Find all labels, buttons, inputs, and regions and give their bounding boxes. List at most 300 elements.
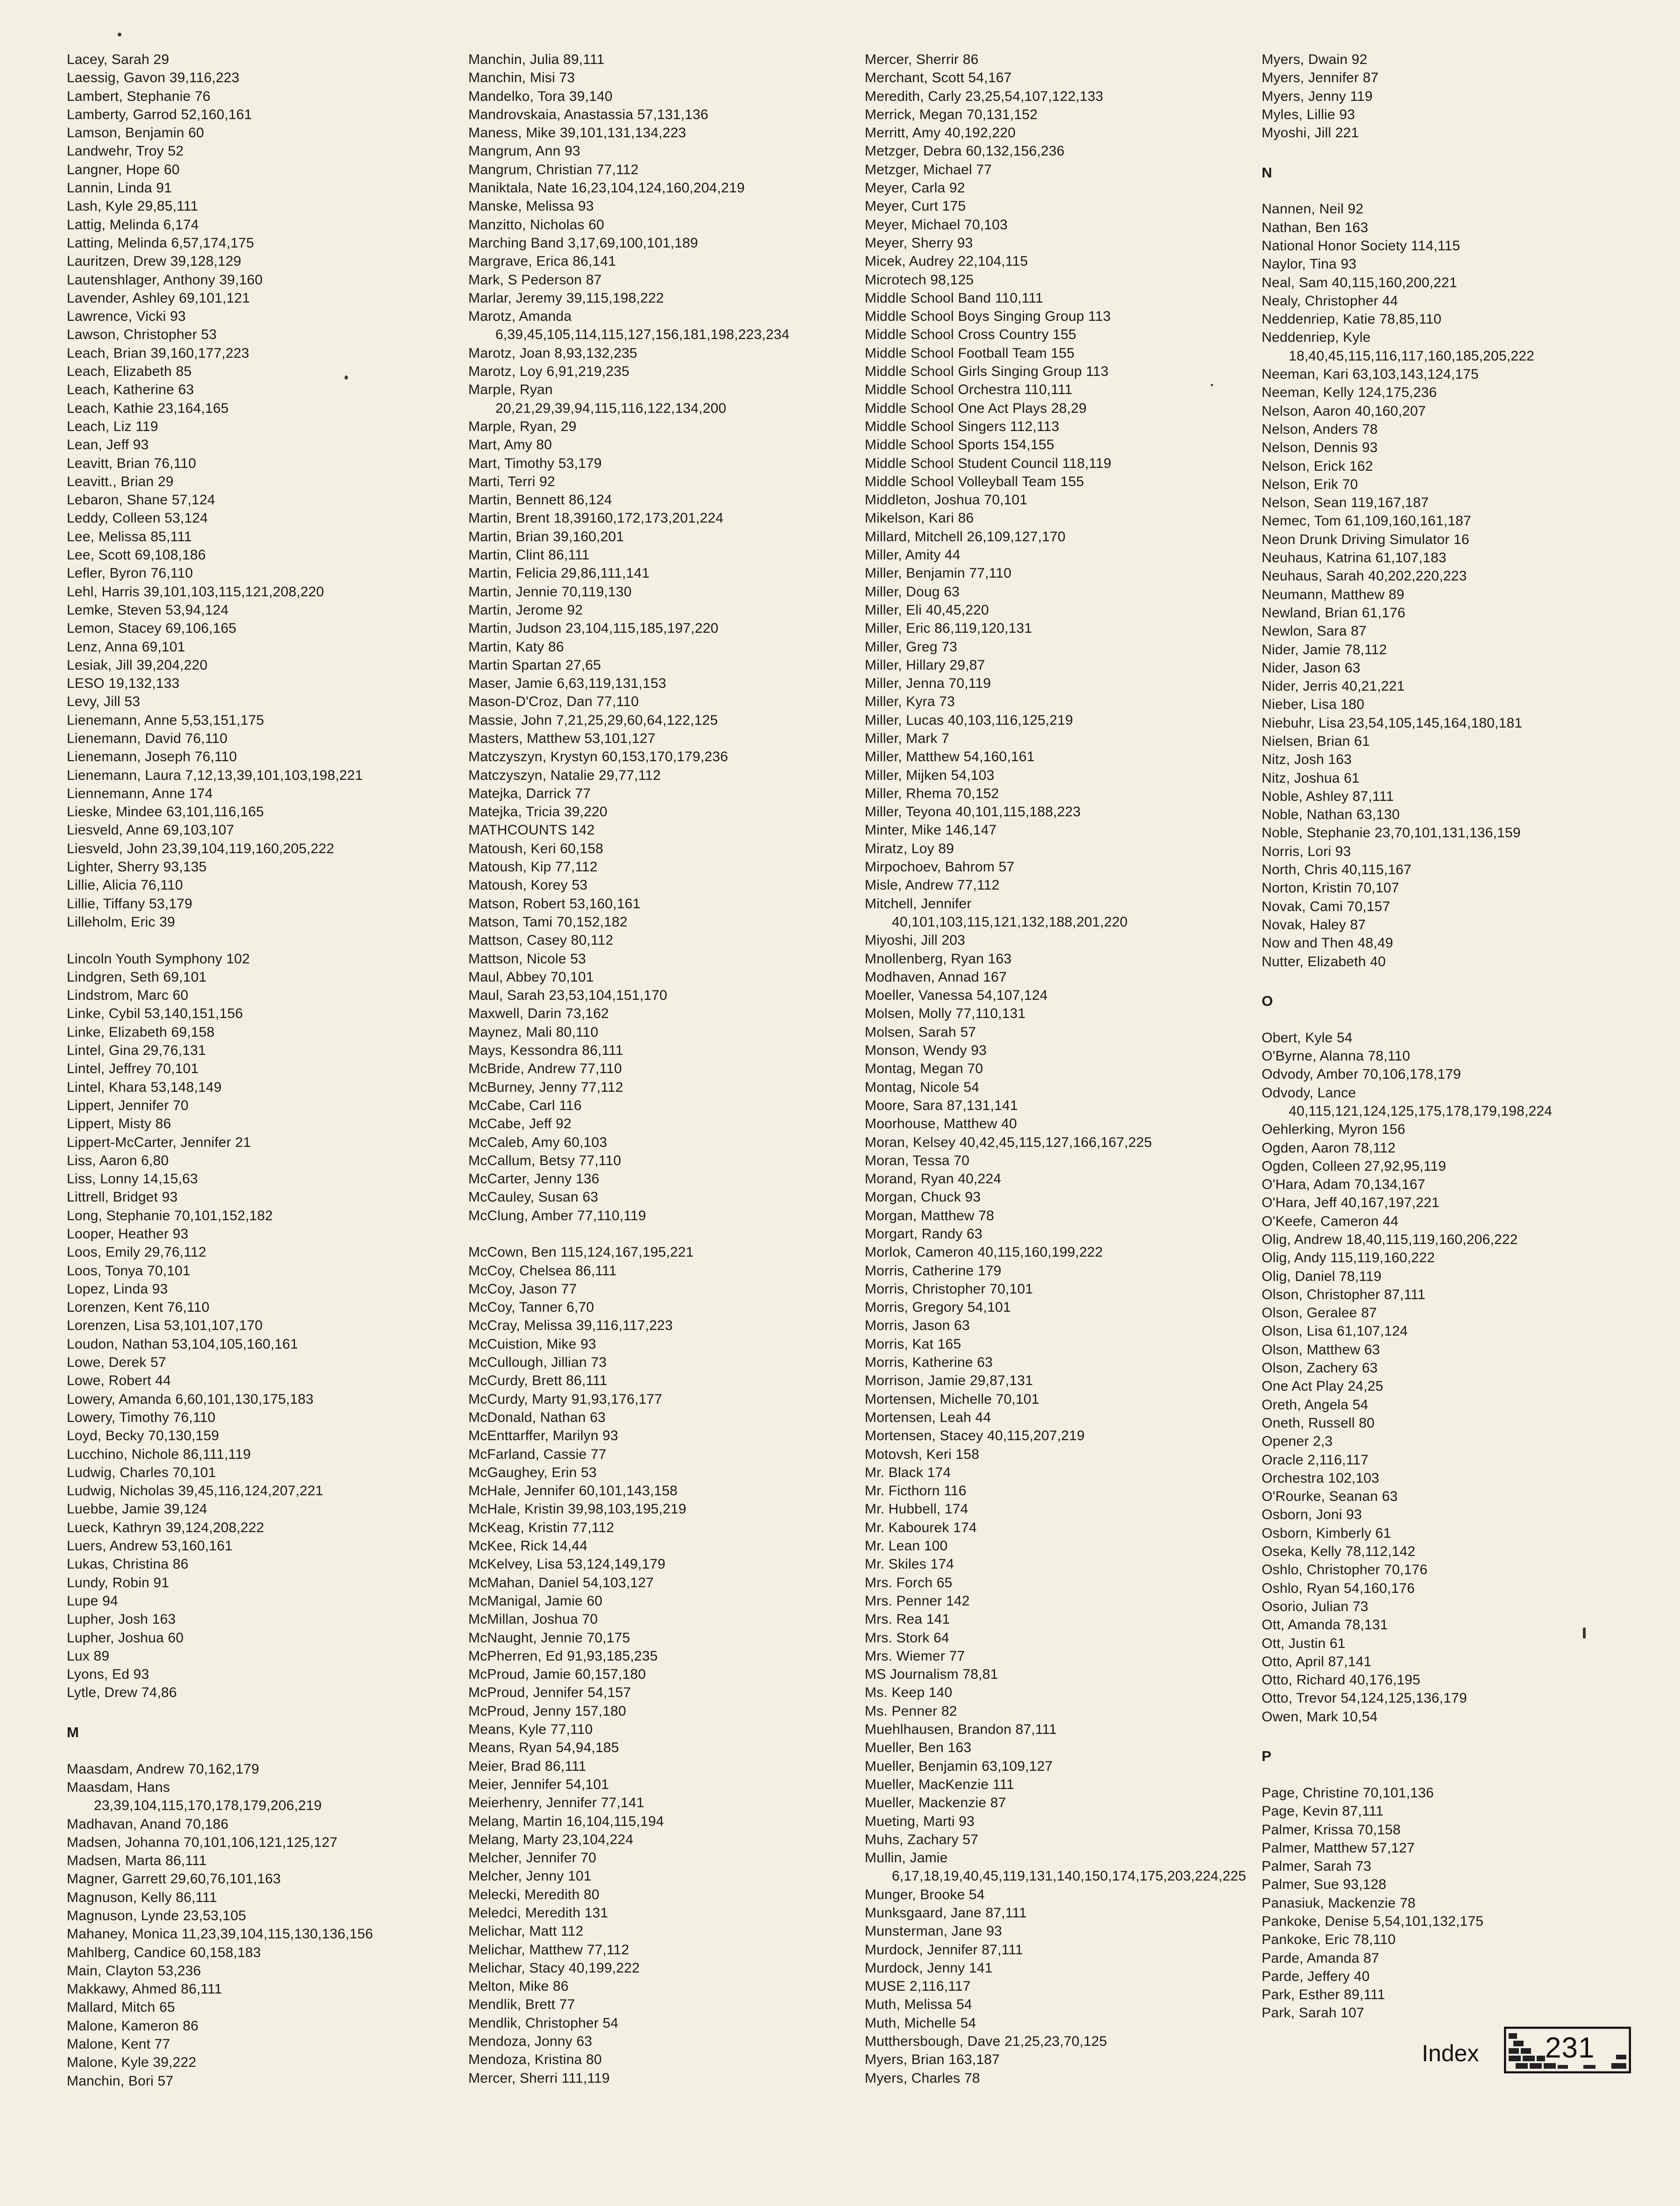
index-entry <box>865 1408 1252 1427</box>
entry-name: Loos, Emily <box>67 1244 141 1260</box>
entry-name: Lippert, Misty <box>67 1116 152 1132</box>
entry-pages: 76,110 <box>141 877 183 893</box>
index-entry <box>1262 567 1649 585</box>
index-entry <box>468 913 856 931</box>
entry-pages: 77,110,119 <box>577 1208 646 1223</box>
entry-pages: 155 <box>1060 474 1084 489</box>
entry-name: O'Hara, Adam <box>1262 1177 1350 1193</box>
entry-pages: 29,76,112 <box>144 1244 206 1260</box>
index-entry <box>1262 1249 1649 1267</box>
index-entry <box>865 124 1252 142</box>
index-entry <box>468 179 856 197</box>
index-entry <box>865 289 1252 307</box>
entry-name: Lowe, Robert <box>67 1373 151 1389</box>
index-entry <box>468 528 856 546</box>
index-entry <box>865 1849 1252 1886</box>
index-entry <box>67 1665 454 1683</box>
entry-pages: 77 <box>591 1446 607 1462</box>
index-entry <box>1262 586 1649 604</box>
entry-name: Luebbe, Jamie <box>67 1501 160 1517</box>
entry-pages: 60 <box>168 1630 184 1646</box>
entry-name: Neeman, Kelly <box>1262 385 1354 401</box>
entry-name: Olig, Andrew <box>1262 1232 1342 1247</box>
index-entry <box>468 1096 856 1115</box>
index-entry <box>865 1739 1252 1757</box>
entry-name: Merchant, Scott <box>865 70 965 86</box>
index-entry <box>865 234 1252 252</box>
entry-pages: 174 <box>945 1501 968 1517</box>
entry-name: Nieber, Lisa <box>1262 697 1337 713</box>
entry-name: Palmer, Matthew <box>1262 1840 1368 1856</box>
entry-name: National Honor Society <box>1262 238 1407 254</box>
index-entry <box>865 619 1252 637</box>
entry-pages: 174 <box>930 1556 954 1572</box>
index-entry <box>67 638 454 656</box>
entry-pages: 163,187 <box>948 2052 1000 2068</box>
entry-pages: 73 <box>591 1355 607 1371</box>
index-entry <box>468 1280 856 1298</box>
entry-pages: 86,111 <box>181 1981 222 1997</box>
entry-name: Ogden, Colleen <box>1262 1158 1361 1174</box>
entry-pages: 86,111 <box>566 1373 607 1389</box>
index-entry <box>865 1133 1252 1152</box>
entry-name: Marple, Ryan <box>468 382 553 398</box>
footer-index-label: Index <box>1422 2040 1479 2066</box>
entry-name: Moeller, Vanessa <box>865 988 973 1004</box>
entry-pages: 89,111 <box>1344 1987 1385 2003</box>
entry-pages: 54,157 <box>587 1685 631 1701</box>
entry-name: Morrison, Jamie <box>865 1373 966 1389</box>
entry-name: Mr. Skiles <box>865 1556 927 1572</box>
entry-name: Melichar, Stacy <box>468 1960 565 1976</box>
index-column-1 <box>67 50 454 2090</box>
index-entry <box>468 436 856 454</box>
index-entry <box>468 1133 856 1152</box>
entry-name: Lukas, Christina <box>67 1556 169 1572</box>
entry-name: Mays, Kessondra <box>468 1043 578 1059</box>
index-entry <box>1262 1875 1649 1894</box>
entry-pages: 119,167,187 <box>1351 495 1429 511</box>
entry-pages: 70,101 <box>989 1281 1033 1297</box>
index-entry <box>865 986 1252 1004</box>
entry-name: Middle School Cross Country <box>865 327 1049 343</box>
entry-pages: 57,124 <box>171 492 215 508</box>
entry-pages: 86,111 <box>165 1853 207 1869</box>
entry-pages: 61 <box>1344 770 1360 786</box>
entry-name: Middleton, Joshua <box>865 492 980 508</box>
index-entry <box>1262 714 1649 732</box>
index-entry <box>1262 1414 1649 1432</box>
entry-name: Mrs. Forch <box>865 1575 933 1591</box>
index-entry <box>865 1941 1252 1959</box>
entry-name: Palmer, Krissa <box>1262 1822 1354 1838</box>
entry-pages: 77 <box>561 1281 577 1297</box>
print-speck <box>1211 384 1213 386</box>
entry-name: Langner, Hope <box>67 162 160 177</box>
index-entry <box>1262 916 1649 934</box>
entry-pages: 87,111 <box>981 1942 1023 1958</box>
index-entry <box>67 1464 454 1482</box>
entry-name: Lienemann, Joseph <box>67 749 191 765</box>
entry-name: Means, Ryan <box>468 1740 552 1756</box>
index-entry <box>468 1041 856 1060</box>
entry-pages: 91,93,176,177 <box>571 1391 663 1407</box>
entry-name: McClung, Amber <box>468 1208 573 1223</box>
entry-name: Marching Band <box>468 235 564 251</box>
entry-name: Lautenshlager, Anthony <box>67 272 215 288</box>
index-entry <box>468 711 856 729</box>
index-entry <box>67 161 454 179</box>
index-entry <box>865 1298 1252 1316</box>
index-entry <box>67 252 454 270</box>
entry-pages: 92 <box>567 602 583 618</box>
entry-pages: 87 <box>990 1795 1006 1811</box>
index-entry <box>67 656 454 674</box>
index-entry <box>865 106 1252 124</box>
index-entry <box>865 436 1252 454</box>
entry-name: Lippert, Jennifer <box>67 1097 169 1113</box>
entry-pages: 27,92,95,119 <box>1364 1158 1447 1174</box>
entry-pages: 76,110 <box>173 1409 216 1425</box>
entry-name: Miyoshi, Jill <box>865 933 938 948</box>
entry-name: Long, Stephanie <box>67 1208 170 1223</box>
entry-name: Mueting, Marti <box>865 1813 955 1829</box>
entry-name: Pankoke, Eric <box>1262 1932 1349 1948</box>
entry-name: Olson, Christopher <box>1262 1287 1380 1302</box>
index-entry <box>67 619 454 637</box>
index-entry <box>1262 1377 1649 1395</box>
index-entry <box>468 1170 856 1188</box>
index-entry <box>865 1519 1252 1537</box>
entry-pages: 29,76,131 <box>142 1043 206 1059</box>
entry-pages: 6,63,119,131,153 <box>557 676 666 692</box>
entry-name: McCullough, Jillian <box>468 1355 587 1371</box>
index-entry <box>468 1555 856 1573</box>
entry-name: O'Hara, Jeff <box>1262 1195 1337 1211</box>
entry-pages: 91,93,185,235 <box>567 1648 658 1664</box>
entry-name: Mr. Lean <box>865 1538 920 1554</box>
entry-pages: 165 <box>937 1336 961 1352</box>
entry-name: Mandrovskaia, Anastassia <box>468 106 634 122</box>
index-entry <box>67 968 454 986</box>
index-entry <box>67 1760 454 1778</box>
entry-name: Myoshi, Jill <box>1262 125 1332 141</box>
entry-pages: 87,131,141 <box>946 1097 1018 1113</box>
entry-name: Maasdam, Andrew <box>67 1761 184 1777</box>
entry-pages: 93,135 <box>163 859 207 875</box>
index-entry <box>1262 1912 1649 1930</box>
index-entry <box>67 1629 454 1647</box>
entry-pages: 6,91,219,235 <box>546 364 630 380</box>
entry-name: Magner, Garrett <box>67 1871 167 1887</box>
index-entry <box>1262 879 1649 897</box>
entry-pages: 40,103,116,125,219 <box>947 712 1073 728</box>
entry-name: Muhs, Zachary <box>865 1831 959 1847</box>
entry-pages: 63 <box>1344 660 1361 676</box>
entry-name: Morris, Jason <box>865 1318 950 1334</box>
entry-name: Modhaven, Annad <box>865 969 979 985</box>
entry-pages: 76,110 <box>167 1300 210 1315</box>
entry-name: Mark, S Pederson <box>468 272 582 288</box>
index-entry <box>1262 861 1649 879</box>
entry-name: O'Byrne, Alanna <box>1262 1048 1364 1064</box>
index-entry <box>468 564 856 582</box>
index-entry <box>1262 219 1649 237</box>
entry-name: Margrave, Erica <box>468 254 569 269</box>
entry-name: Leach, Elizabeth <box>67 364 172 380</box>
entry-pages: 29 <box>560 418 577 434</box>
index-entry <box>67 142 454 160</box>
entry-name: Lippert-McCarter, Jennifer <box>67 1134 232 1150</box>
index-entry <box>1262 1653 1649 1671</box>
spacer <box>1262 971 1649 989</box>
index-entry <box>865 748 1252 766</box>
entry-pages: 73 <box>559 70 575 86</box>
entry-name: O'Rourke, Seanan <box>1262 1489 1378 1505</box>
index-entry <box>865 1757 1252 1775</box>
entry-name: Lee, Melissa <box>67 529 147 544</box>
entry-pages: 53,124,149,179 <box>566 1556 666 1572</box>
entry-name: McProud, Jenny <box>468 1703 571 1719</box>
entry-pages: 60,132,156,236 <box>966 143 1065 159</box>
index-entry <box>67 1888 454 1907</box>
entry-pages: 40,192,220 <box>944 125 1016 141</box>
index-entry <box>468 1353 856 1372</box>
index-entry <box>1262 934 1649 952</box>
entry-pages: 39,124 <box>163 1501 207 1517</box>
index-entry <box>468 1647 856 1665</box>
entry-pages: 86,111 <box>176 1889 217 1905</box>
entry-pages: 76 <box>195 88 211 104</box>
index-entry <box>468 1023 856 1041</box>
entry-pages: 29,87 <box>949 657 985 673</box>
index-entry <box>1262 1451 1649 1469</box>
index-entry <box>865 417 1252 436</box>
entry-pages: 93 <box>1341 256 1357 272</box>
entry-pages: 141 <box>926 1612 950 1627</box>
entry-name: Linke, Cybil <box>67 1006 141 1022</box>
index-entry <box>468 1519 856 1537</box>
entry-name: Obert, Kyle <box>1262 1030 1333 1046</box>
entry-name: Novak, Cami <box>1262 898 1343 914</box>
index-entry <box>865 344 1252 362</box>
entry-pages: 78,81 <box>962 1667 998 1683</box>
entry-pages: 2,3 <box>1313 1434 1333 1449</box>
entry-name: Otto, Trevor <box>1262 1690 1337 1706</box>
index-entry <box>67 436 454 454</box>
entry-name: Melcher, Jennifer <box>468 1850 577 1866</box>
entry-name: Liss, Aaron <box>67 1152 137 1168</box>
index-entry <box>1262 1230 1649 1249</box>
entry-name: Palmer, Sarah <box>1262 1859 1352 1874</box>
entry-name: Manchin, Julia <box>468 52 559 67</box>
entry-name: Olson, Geralee <box>1262 1305 1357 1321</box>
index-entry <box>1262 842 1649 861</box>
entry-name: Matejka, Tricia <box>468 804 560 820</box>
index-entry <box>865 1243 1252 1261</box>
entry-name: Lytle, Drew <box>67 1685 138 1701</box>
entry-name: Landwehr, Troy <box>67 143 164 159</box>
entry-name: Manchin, Misi <box>468 70 555 86</box>
entry-pages: 39,115,198,222 <box>566 290 664 306</box>
entry-pages: 65 <box>936 1575 953 1591</box>
entry-name: Park, Sarah <box>1262 2005 1337 2021</box>
index-entry <box>1262 806 1649 824</box>
index-entry <box>67 271 454 289</box>
entry-name: Munsterman, Jane <box>865 1923 982 1939</box>
index-entry <box>468 1610 856 1628</box>
entry-pages: 93 <box>133 437 149 453</box>
entry-name: LESO <box>67 676 105 692</box>
entry-pages: 93 <box>965 1189 981 1205</box>
entry-pages: 80 <box>586 2052 602 2068</box>
entry-pages: 63 <box>178 382 194 398</box>
entry-pages: 44 <box>945 547 960 563</box>
entry-name: Newland, Brian <box>1262 605 1358 621</box>
entry-name: Morgan, Matthew <box>865 1208 974 1223</box>
entry-pages: 60 <box>586 1593 603 1609</box>
index-entry <box>67 1519 454 1537</box>
entry-pages: 54 <box>960 2015 976 2031</box>
entry-pages: 113 <box>1086 364 1109 380</box>
entry-name: Lamson, Benjamin <box>67 125 184 141</box>
index-entry <box>468 656 856 674</box>
entry-pages: 70,158 <box>1357 1822 1401 1838</box>
index-entry <box>67 1647 454 1665</box>
index-column-2 <box>468 50 856 2087</box>
entry-name: Marple, Ryan, <box>468 418 557 434</box>
entry-pages-continued: 6,39,45,105,114,115,127,156,181,198,223,234 <box>495 327 790 343</box>
index-entry <box>468 2050 856 2069</box>
entry-name: Morand, Ryan <box>865 1171 954 1187</box>
entry-name: McCurdy, Brett <box>468 1373 562 1389</box>
entry-name: Luers, Andrew <box>67 1538 158 1554</box>
index-entry <box>1262 1598 1649 1616</box>
entry-pages: 70,131,152 <box>967 106 1038 122</box>
entry-pages: 60 <box>172 988 189 1004</box>
index-entry <box>1262 1175 1649 1194</box>
entry-pages: 113 <box>1088 309 1111 325</box>
index-entry <box>1262 1157 1649 1175</box>
index-entry <box>67 1207 454 1225</box>
entry-name: Odvody, Lance <box>1262 1085 1356 1101</box>
index-entry <box>865 895 1252 932</box>
entry-name: Miller, Kyra <box>865 694 935 710</box>
index-entry <box>67 1852 454 1870</box>
entry-pages: 102 <box>226 951 250 967</box>
index-entry <box>468 1464 856 1482</box>
entry-name: Lupher, Josh <box>67 1612 148 1627</box>
entry-pages: 53,104,105,160,161 <box>171 1336 298 1352</box>
index-entry <box>865 766 1252 785</box>
entry-pages: 39,140 <box>569 88 613 104</box>
entry-name: Niebuhr, Lisa <box>1262 715 1345 731</box>
index-entry <box>865 1262 1252 1280</box>
entry-name: Olig, Daniel <box>1262 1268 1335 1284</box>
entry-name: Lamberty, Garrod <box>67 106 177 122</box>
index-entry <box>468 674 856 693</box>
entry-name: Ogden, Aaron <box>1262 1140 1349 1156</box>
index-entry <box>67 1500 454 1518</box>
entry-pages: 70,134,167 <box>1354 1177 1426 1193</box>
index-entry <box>468 1152 856 1170</box>
entry-name: Lorenzen, Kent <box>67 1300 163 1315</box>
index-entry <box>1262 769 1649 787</box>
entry-name: Lacey, Sarah <box>67 52 149 67</box>
entry-name: Nelson, Dennis <box>1262 440 1358 456</box>
index-entry <box>67 1023 454 1041</box>
entry-pages: 77 <box>949 1648 965 1664</box>
entry-pages: 60 <box>588 217 605 233</box>
entry-pages: 70,186 <box>185 1816 229 1832</box>
entry-name: McHale, Kristin <box>468 1501 564 1517</box>
index-entry <box>468 491 856 509</box>
index-entry <box>67 87 454 106</box>
entry-name: Martin, Felicia <box>468 566 557 581</box>
index-entry <box>468 87 856 106</box>
entry-pages: 6,70 <box>566 1300 594 1315</box>
entry-pages: 6,80 <box>141 1152 169 1168</box>
entry-name: Nelson, Anders <box>1262 421 1358 437</box>
entry-pages-continued: 40,115,121,124,125,175,178,179,198,224 <box>1289 1103 1553 1119</box>
entry-pages: 124,175,236 <box>1358 385 1437 401</box>
entry-pages: 63 <box>954 1318 970 1334</box>
entry-name: Madsen, Johanna <box>67 1834 180 1850</box>
entry-pages: 53,101,127 <box>584 730 656 746</box>
entry-name: Mr. Ficthorn <box>865 1483 940 1499</box>
index-entry <box>1262 1194 1649 1212</box>
index-entry <box>468 766 856 785</box>
entry-pages: 80 <box>1359 1415 1375 1431</box>
entry-pages: 54 <box>963 1079 980 1095</box>
entry-pages: 87 <box>1350 917 1366 933</box>
entry-pages: 54 <box>602 2015 619 2031</box>
index-entry <box>865 399 1252 417</box>
entry-name: McCoy, Tanner <box>468 1300 563 1315</box>
entry-pages: 70,152,182 <box>556 914 628 930</box>
entry-pages: 70,103 <box>964 217 1008 233</box>
entry-name: Meledci, Meredith <box>468 1905 581 1921</box>
index-entry <box>865 1152 1252 1170</box>
index-entry <box>67 381 454 399</box>
index-entry <box>67 766 454 785</box>
index-entry <box>1262 1689 1649 1707</box>
brick-wall-page-badge <box>1504 2027 1631 2073</box>
index-entry <box>1262 898 1649 916</box>
index-entry <box>865 528 1252 546</box>
entry-name: McManigal, Jamie <box>468 1593 583 1609</box>
entry-pages: 23,164,165 <box>157 400 229 416</box>
index-entry <box>67 50 454 69</box>
entry-name: Marotz, Amanda <box>468 309 572 325</box>
entry-pages: 61,107,183 <box>1375 550 1447 566</box>
entry-name: Marotz, Joan <box>468 345 551 361</box>
entry-pages: 40,224 <box>958 1171 1002 1187</box>
entry-name: McFarland, Cassie <box>468 1446 587 1462</box>
entry-pages: 27,65 <box>565 657 601 673</box>
entry-name: Murdock, Jennifer <box>865 1942 978 1958</box>
entry-pages: 57,127 <box>1371 1840 1415 1856</box>
entry-name: Lowery, Timothy <box>67 1409 169 1425</box>
entry-name: Miller, Eric <box>865 621 931 636</box>
entry-pages: 136 <box>575 1171 600 1187</box>
entry-pages: 70,101 <box>550 969 594 985</box>
entry-name: Middle School One Act Plays <box>865 400 1047 416</box>
entry-name: Muth, Michelle <box>865 2015 957 2031</box>
spacer <box>1262 142 1649 160</box>
index-entry <box>865 729 1252 748</box>
index-entry <box>67 1041 454 1060</box>
